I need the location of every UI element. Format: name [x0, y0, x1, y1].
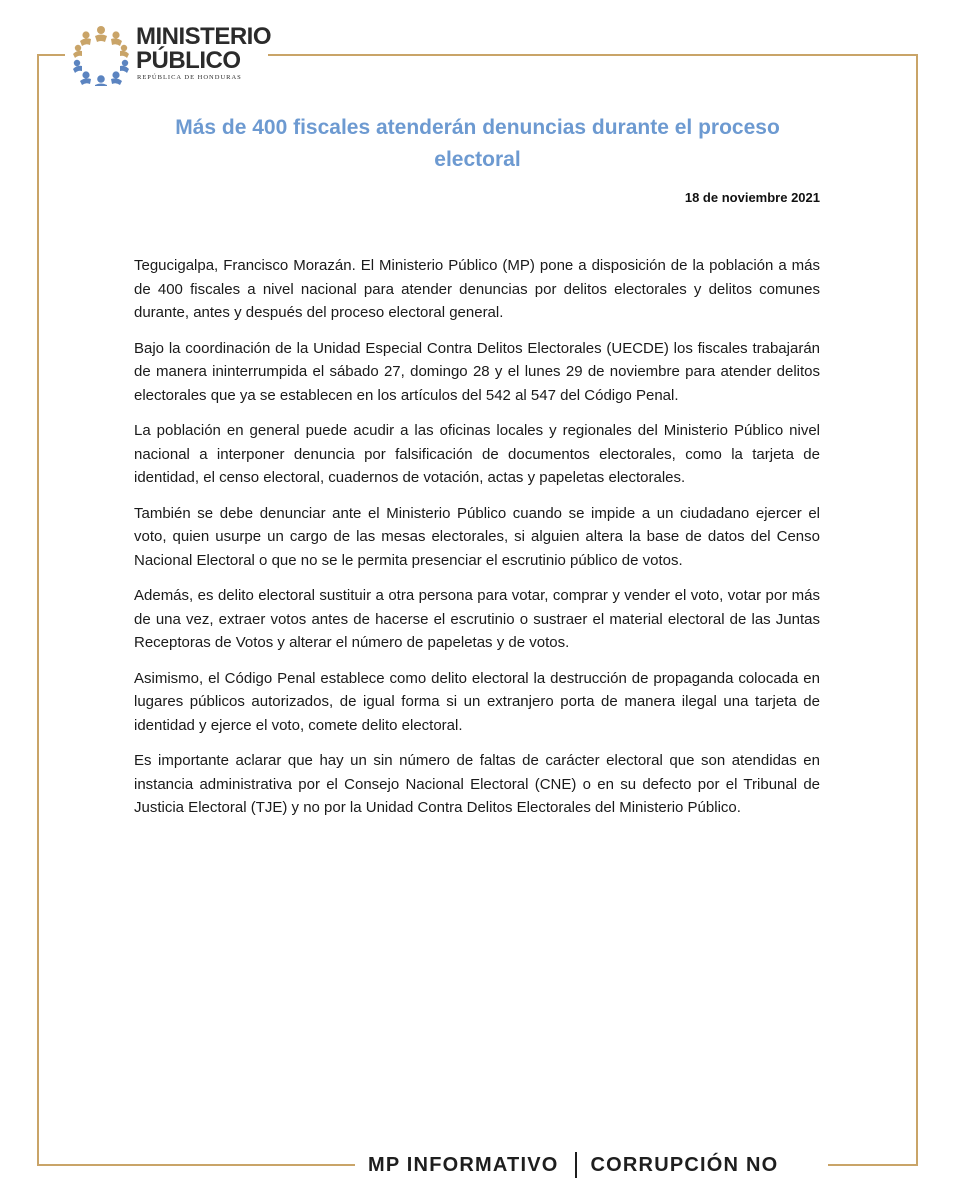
paragraph: Asimismo, el Código Penal establece como delito electoral la destrucción de propaganda colocada en lugares públicos autorizados, de igual forma si un extranjero porta de manera ilegal una tarjeta de identidad y ejerce el voto, comete delito electoral.: [134, 669, 820, 734]
logo-title-line1: MINISTERIO: [136, 23, 272, 50]
paragraph: Es importante aclarar que hay un sin número de faltas de carácter electoral que son atendidas en instancia administrativa por el Consejo Nacional Electoral (CNE) o en su defecto por el Tribunal de Justicia Electoral (TJE) y no por la Unidad Contra Delitos Electorales del Ministerio Público.: [134, 752, 820, 816]
logo-title-line2: PÚBLICO: [136, 47, 241, 74]
article-body: [134, 254, 820, 832]
footer-left-label: MP INFORMATIVO: [368, 1153, 559, 1176]
paragraph: Tegucigalpa, Francisco Morazán. El Ministerio Público (MP) pone a disposición de la población a más de 400 fiscales a nivel nacional para atender denuncias por delitos electorales y delitos comunes durante, antes y después del proceso electoral general.: [134, 257, 820, 321]
footer-right-label: CORRUPCIÓN NO: [590, 1153, 779, 1176]
footer-slogan: [368, 1148, 778, 1182]
paragraph: Bajo la coordinación de la Unidad Especial Contra Delitos Electorales (UECDE) los fiscales trabajarán de manera ininterrumpida el sábado 27, domingo 28 y el lunes 29 de noviembre para atender delitos electorales que ya se establecen en los artículos del 542 al 547 del Código Penal.: [134, 339, 820, 404]
frame-right-border: [916, 54, 918, 1165]
paragraph: La población en general puede acudir a las oficinas locales y regionales del Ministerio Público nivel nacional a interponer denuncia por falsificación de documentos electorales, como la tarjeta de identidad, el censo electoral, cuadernos de votación, actas y papeletas electorales.: [134, 422, 820, 486]
logo-subtitle: REPÚBLICA DE HONDURAS: [137, 74, 242, 81]
people-circle-emblem-icon: [70, 24, 132, 86]
page-title: Más de 400 fiscales atenderán denuncias durante el proceso electoral: [175, 116, 780, 171]
frame-bottom-right-border: [828, 1164, 918, 1166]
ministerio-publico-logo: [68, 22, 272, 86]
paragraph: También se debe denunciar ante el Ministerio Público cuando se impide a un ciudadano ejercer el voto, quien usurpe un cargo de las mesas electorales, si alguien altera la base de datos del Censo Nacional Electoral o que no se le permita presenciar el escrutinio público de votos.: [134, 504, 820, 569]
footer-divider: [575, 1152, 577, 1178]
paragraph: Además, es delito electoral sustituir a otra persona para votar, comprar y vender el voto, votar por más de una vez, extraer votos antes de hacerse el escrutinio o sustraer el material electoral de las Juntas Receptoras de Votos y alterar el número de papeletas y de votos.: [134, 587, 820, 651]
frame-left-border: [37, 54, 39, 1165]
frame-bottom-left-border: [37, 1164, 355, 1166]
publication-date: 18 de noviembre 2021: [684, 190, 820, 205]
frame-top-right-border: [268, 54, 918, 56]
frame-top-left-border: [37, 54, 65, 56]
